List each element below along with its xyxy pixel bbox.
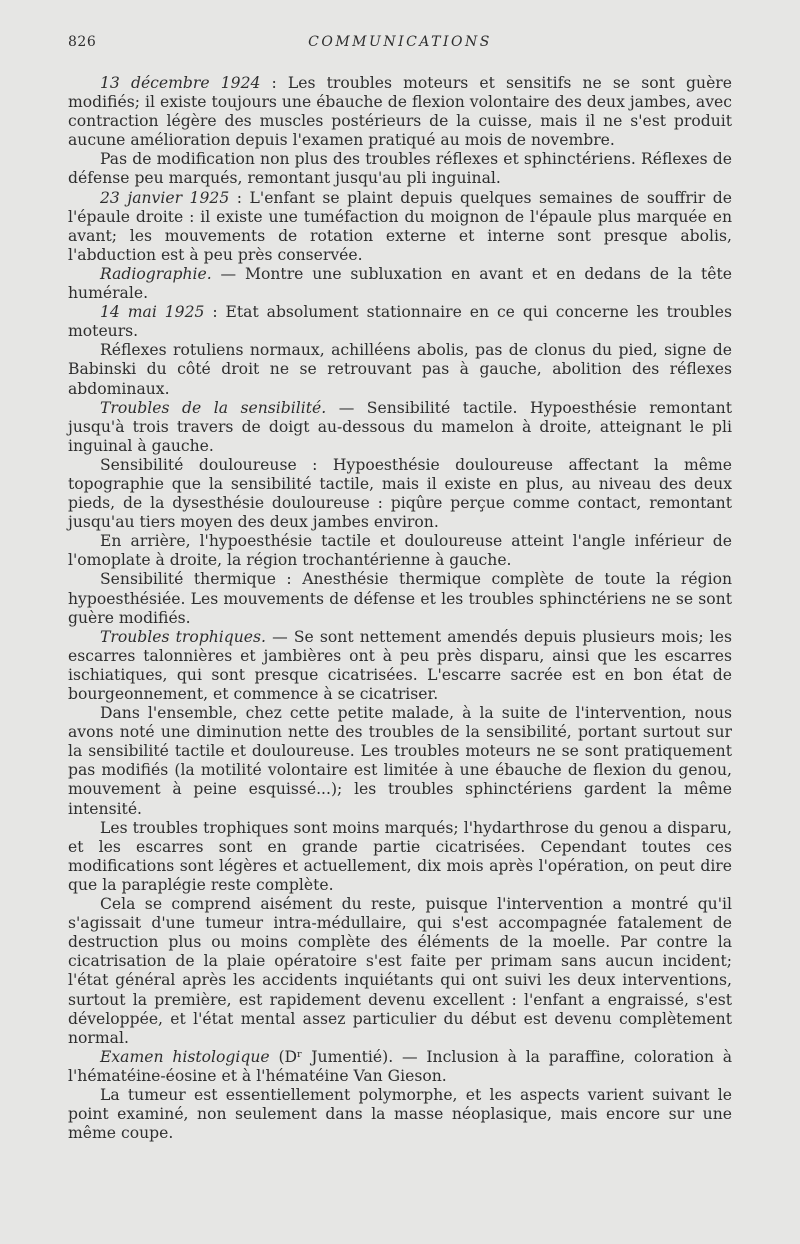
paragraph-text: Les troubles trophiques sont moins marqués; l'hydarthrose du genou a disparu, et les escarres sont en grande partie cicatrisées. Cependant toutes ces modifications sont légères et actuellement, dix mois après l'opération, on peut dire que la paraplégie reste complète.: [68, 818, 732, 894]
paragraph: [68, 303, 732, 341]
paragraph-lead: 23 janvier 1925: [100, 188, 230, 207]
paragraph: [68, 570, 732, 627]
paragraph-text: En arrière, l'hypoesthésie tactile et douloureuse atteint l'angle inférieur de l'omoplate à droite, la région trochantérienne à gauche.: [68, 532, 732, 570]
paragraph: [68, 1048, 732, 1086]
paragraph-text: : Etat absolument stationnaire en ce qui concerne les troubles moteurs.: [68, 303, 732, 341]
paragraph: [68, 189, 732, 265]
paragraph-text: Dans l'ensemble, chez cette petite malade, à la suite de l'intervention, nous avons noté une diminution nette des troubles de la sensibilité, portant surtout sur la sensibilité tactile et douloureuse. Les troubles moteurs ne se sont pratiquement pas modifiés (la motilité volontaire est limitée à une ébauche de flexion du genou, mouvement à peine esquissé...); les troubles sphinctériens gardent la même intensité.: [68, 704, 732, 818]
paragraph-lead: Troubles trophiques.: [100, 627, 266, 646]
paragraph-text: (Dʳ Jumentié). — Inclusion à la paraffine, coloration à l'hématéine-éosine et à l'hématéine Van Gieson.: [68, 1047, 732, 1085]
paragraph: [68, 150, 732, 188]
paragraph-text: : L'enfant se plaint depuis quelques semaines de souffrir de l'épaule droite : il existe une tuméfaction du moignon de l'épaule plus marquée en avant; les mouvements de rotation externe et interne sont presque abolis, l'abduction est à peu près conservée.: [68, 188, 732, 264]
body-text: [68, 74, 732, 1143]
paragraph-text: Sensibilité douloureuse : Hypoesthésie douloureuse affectant la même topographie que la sensibilité tactile, mais il existe en plus, au niveau des deux pieds, de la dysesthésie douloureuse : piqûre perçue comme contact, remontant jusqu'au tiers moyen des deux jambes environ.: [68, 455, 732, 532]
paragraph-text: — Se sont nettement amendés depuis plusieurs mois; les escarres talonnières et jambières ont à peu près disparu, ainsi que les escarres ischiatiques, qui sont presque cicatrisées. L'escarre sacrée est en bon état de bourgeonnement, et commence à se cicatriser.: [68, 627, 732, 703]
paragraph-text: Pas de modification non plus des troubles réflexes et sphinctériens. Réflexes de défense peu marqués, remontant jusqu'au pli inguinal.: [68, 150, 732, 188]
page-number: 826: [68, 34, 97, 50]
paragraph-text: Cela se comprend aisément du reste, puisque l'intervention a montré qu'il s'agissait d'une tumeur intra-médullaire, qui s'est accompagnée fatalement de destruction plus ou moins complète des éléments de la moelle. Par contre la cicatrisation de la plaie opératoire s'est faite per primam sans aucun incident; l'état général après les accidents inquiétants qui ont suivi les deux interventions, surtout la première, est rapidement devenu excellent : l'enfant a engraissé, s'est développée, et l'état mental assez particulier du début est devenu complètement normal.: [68, 895, 732, 1047]
paragraph: [68, 704, 732, 819]
paragraph: [68, 895, 732, 1048]
paragraph: [68, 456, 732, 532]
paragraph-lead: 14 mai 1925: [100, 303, 205, 322]
paragraph-text: Sensibilité thermique : Anesthésie thermique complète de toute la région hypoesthésiée. Les mouvements de défense et les troubles sphinctériens ne se sont guère modifiés.: [68, 570, 732, 627]
page-header: [68, 34, 732, 56]
running-title: COMMUNICATIONS: [308, 34, 492, 50]
paragraph: [68, 265, 732, 303]
paragraph-lead: Examen histologique: [100, 1047, 270, 1066]
paragraph-text: Réflexes rotuliens normaux, achilléens abolis, pas de clonus du pied, signe de Babinski du côté droit ne se retrouvant pas à gauche, abolition des réflexes abdominaux.: [68, 341, 732, 398]
paragraph: [68, 399, 732, 456]
paragraph-text: : Les troubles moteurs et sensitifs ne se sont guère modifiés; il existe toujours une ébauche de flexion volontaire des deux jambes, avec contraction légère des muscles postérieurs de la cuisse, mais il ne s'est produit aucune amélioration depuis l'examen pratiqué au mois de novembre.: [68, 74, 732, 150]
paragraph: [68, 341, 732, 398]
paragraph-lead: Radiographie.: [100, 264, 212, 283]
paragraph-text: La tumeur est essentiellement polymorphe, et les aspects varient suivant le point examiné, non seulement dans la masse néoplasique, mais encore sur une même coupe.: [68, 1085, 732, 1143]
paragraph: [68, 628, 732, 704]
paragraph: [68, 819, 732, 895]
paragraph: [68, 1086, 732, 1143]
paragraph-text: — Sensibilité tactile. Hypoesthésie remontant jusqu'à trois travers de doigt au-dessous du mamelon à droite, atteignant le pli inguinal à gauche.: [68, 398, 732, 455]
paragraph: [68, 74, 732, 150]
paragraph-lead: Troubles de la sensibilité.: [100, 398, 327, 417]
paragraph: [68, 532, 732, 570]
paragraph-lead: 13 décembre 1924: [100, 74, 261, 92]
paragraph-text: — Montre une subluxation en avant et en dedans de la tête humérale.: [68, 264, 732, 303]
